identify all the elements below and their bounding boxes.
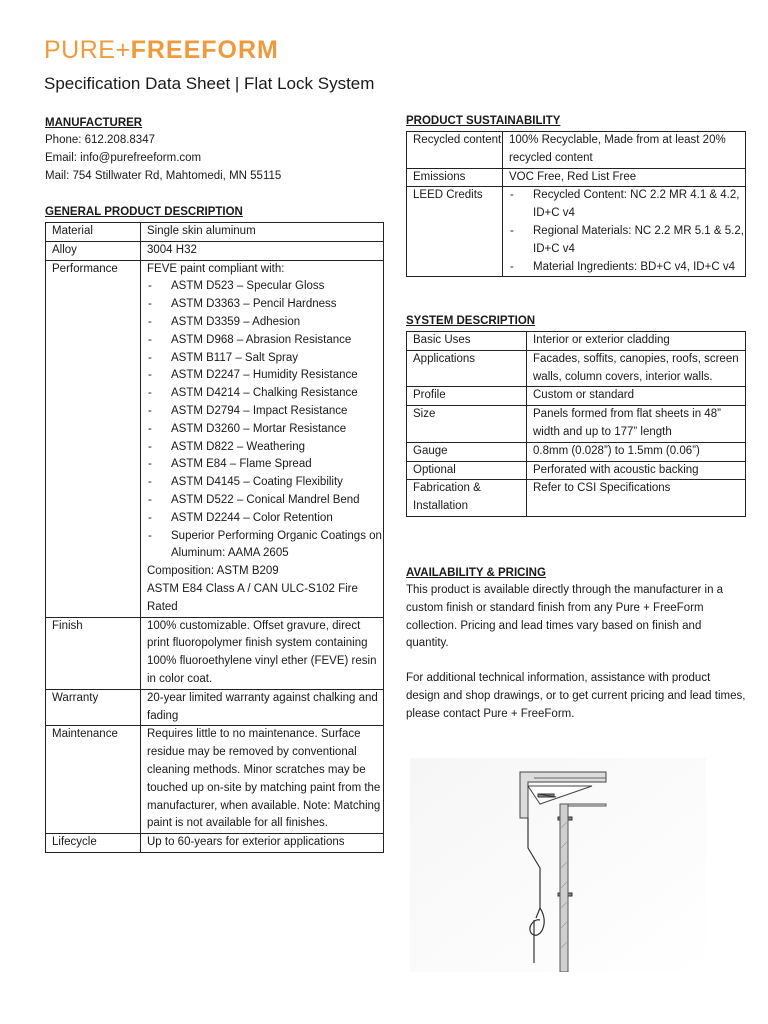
fabrication-label: Fabrication & Installation xyxy=(407,480,527,517)
list-item: - ASTM D822 – Weathering xyxy=(147,439,383,457)
list-item: - ASTM D2244 – Color Retention xyxy=(147,510,383,528)
list-item: - ASTM D3363 – Pencil Hardness xyxy=(147,296,383,314)
leed-label: LEED Credits xyxy=(407,187,503,277)
sustainability-table xyxy=(406,131,746,277)
basic-uses-label: Basic Uses xyxy=(407,332,527,351)
material-label: Material xyxy=(46,223,141,242)
table-row xyxy=(46,260,384,617)
sustainability-section xyxy=(406,113,746,277)
alloy-label: Alloy xyxy=(46,241,141,260)
table-row xyxy=(407,332,746,351)
applications-label: Applications xyxy=(407,350,527,387)
table-row xyxy=(407,442,746,461)
manufacturer-section xyxy=(45,115,384,185)
list-item: - ASTM D968 – Abrasion Resistance xyxy=(147,332,383,350)
list-item: - ASTM D3359 – Adhesion xyxy=(147,314,383,332)
performance-fire-rating: ASTM E84 Class A / CAN ULC-S102 Fire Rated xyxy=(147,582,358,613)
warranty-value: 20-year limited warranty against chalking and fading xyxy=(141,689,384,726)
list-item: - ASTM D4214 – Chalking Resistance xyxy=(147,385,383,403)
brand-logo xyxy=(44,36,279,64)
recycled-value: 100% Recyclable, Made from at least 20% recycled content xyxy=(503,132,746,169)
lifecycle-value: Up to 60-years for exterior applications xyxy=(141,834,384,853)
general-heading: GENERAL PRODUCT DESCRIPTION xyxy=(45,206,243,218)
profile-value: Custom or standard xyxy=(527,387,746,406)
manufacturer-heading: MANUFACTURER xyxy=(45,117,143,129)
availability-heading: AVAILABILITY & PRICING xyxy=(406,567,546,579)
system-table xyxy=(406,331,746,517)
performance-label: Performance xyxy=(46,260,141,617)
table-row xyxy=(407,406,746,443)
list-item: - ASTM D522 – Conical Mandrel Bend xyxy=(147,492,383,510)
table-row xyxy=(407,387,746,406)
size-label: Size xyxy=(407,406,527,443)
table-row xyxy=(407,187,746,277)
basic-uses-value: Interior or exterior cladding xyxy=(527,332,746,351)
emissions-label: Emissions xyxy=(407,168,503,187)
optional-value: Perforated with acoustic backing xyxy=(527,461,746,480)
recycled-label: Recycled content xyxy=(407,132,503,169)
table-row xyxy=(46,689,384,726)
list-item: - ASTM E84 – Flame Spread xyxy=(147,456,383,474)
flat-lock-section-drawing xyxy=(410,758,706,972)
table-row xyxy=(407,168,746,187)
maintenance-label: Maintenance xyxy=(46,726,141,834)
lifecycle-label: Lifecycle xyxy=(46,834,141,853)
material-value: Single skin aluminum xyxy=(141,223,384,242)
table-row xyxy=(46,241,384,260)
table-row xyxy=(46,223,384,242)
list-item: - ASTM B117 – Salt Spray xyxy=(147,350,383,368)
availability-paragraph: This product is available directly through the manufacturer in a custom finish or standard finish from any Pure + FreeForm collection. Pricing and lead times vary based on finish and quantity. xyxy=(406,584,724,650)
manufacturer-phone: Phone: 612.208.8347 xyxy=(45,134,155,146)
leed-list xyxy=(509,187,745,276)
logo-text-freeform: FREEFORM xyxy=(130,36,279,64)
document-title: Specification Data Sheet | Flat Lock System xyxy=(44,74,375,93)
availability-section xyxy=(406,565,746,724)
table-row xyxy=(407,132,746,169)
list-item: - Regional Materials: NC 2.2 MR 5.1 & 5.2, ID+C v4 xyxy=(509,223,745,259)
optional-label: Optional xyxy=(407,461,527,480)
logo-text-pure: PURE+ xyxy=(44,36,131,64)
fabrication-value: Refer to CSI Specifications xyxy=(527,480,746,517)
applications-value: Facades, soffits, canopies, roofs, screen walls, column covers, interior walls. xyxy=(527,350,746,387)
table-row xyxy=(407,350,746,387)
system-section xyxy=(406,313,746,517)
general-table xyxy=(45,222,384,853)
profile-label: Profile xyxy=(407,387,527,406)
manufacturer-mail: Mail: 754 Stillwater Rd, Mahtomedi, MN 55115 xyxy=(45,169,282,182)
sustainability-heading: PRODUCT SUSTAINABILITY xyxy=(406,115,561,127)
maintenance-value: Requires little to no maintenance. Surface residue may be removed by conventional cleaning methods. Minor scratches may be touched up on-site by matching paint from the manufacturer, when available. Note: Matching paint is not available for all finishes. xyxy=(141,726,384,834)
list-item: - ASTM D2247 – Humidity Resistance xyxy=(147,367,383,385)
finish-value: 100% customizable. Offset gravure, direct print fluoropolymer finish system containing 100% fluoroethylene vinyl ether (FEVE) resin in color coat. xyxy=(141,617,384,689)
warranty-label: Warranty xyxy=(46,689,141,726)
system-heading: SYSTEM DESCRIPTION xyxy=(406,315,536,327)
list-item: - ASTM D3260 – Mortar Resistance xyxy=(147,421,383,439)
finish-label: Finish xyxy=(46,617,141,689)
table-row xyxy=(46,834,384,853)
list-item: - Material Ingredients: BD+C v4, ID+C v4 xyxy=(509,259,745,277)
performance-value xyxy=(141,260,384,617)
gauge-value: 0.8mm (0.028”) to 1.5mm (0.06”) xyxy=(527,442,746,461)
table-row xyxy=(46,726,384,834)
general-section xyxy=(45,204,384,853)
list-item: - Superior Performing Organic Coatings on Aluminum: AAMA 2605 xyxy=(147,528,383,564)
list-item: - ASTM D4145 – Coating Flexibility xyxy=(147,474,383,492)
list-item: - Recycled Content: NC 2.2 MR 4.1 & 4.2, ID+C v4 xyxy=(509,187,745,223)
performance-intro: FEVE paint compliant with: xyxy=(147,262,285,275)
gauge-label: Gauge xyxy=(407,442,527,461)
contact-paragraph: For additional technical information, assistance with product design and shop drawings, or to get current pricing and lead times, please contact Pure + FreeForm. xyxy=(406,672,746,720)
list-item: - ASTM D523 – Specular Gloss xyxy=(147,278,383,296)
alloy-value: 3004 H32 xyxy=(141,241,384,260)
size-value: Panels formed from flat sheets in 48” width and up to 177” length xyxy=(527,406,746,443)
table-row xyxy=(46,617,384,689)
emissions-value: VOC Free, Red List Free xyxy=(503,168,746,187)
list-item: - ASTM D2794 – Impact Resistance xyxy=(147,403,383,421)
table-row xyxy=(407,480,746,517)
performance-composition: Composition: ASTM B209 xyxy=(147,565,279,578)
performance-list xyxy=(147,278,383,563)
table-row xyxy=(407,461,746,480)
manufacturer-email: Email: info@purefreeform.com xyxy=(45,151,202,164)
leed-value xyxy=(503,187,746,277)
